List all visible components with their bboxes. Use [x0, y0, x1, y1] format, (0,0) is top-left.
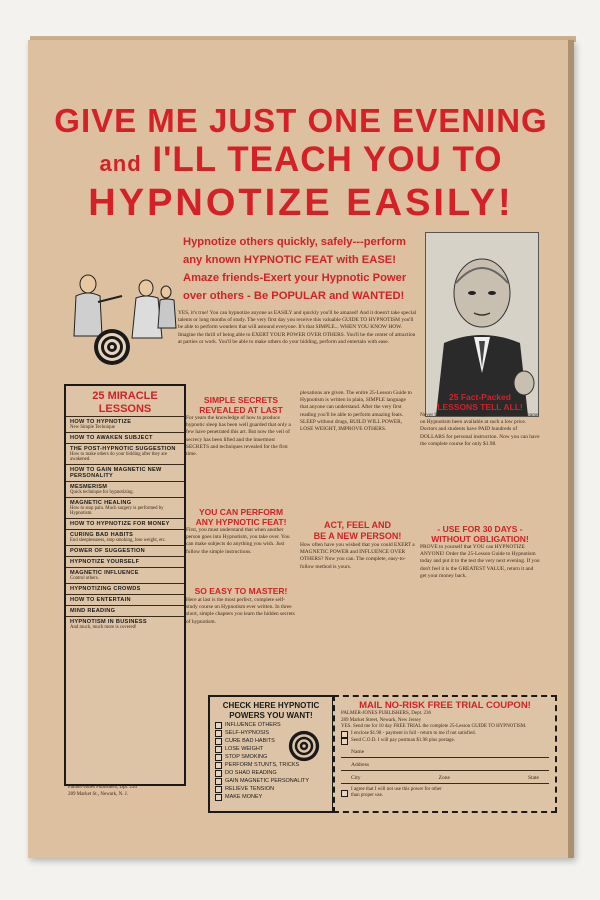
lesson-title: MAGNETIC HEALING — [70, 500, 132, 506]
checklist-label: DO SHAD READING — [225, 770, 277, 776]
coupon-zone-label: Zone — [438, 774, 450, 781]
headline-teach: I'LL TEACH YOU TO — [152, 140, 503, 179]
checklist-title — [210, 701, 332, 721]
lesson-item — [66, 529, 184, 545]
secrets-text: For years the knowledge of how to produce hypnotic sleep has been well guarded that only a few have penetrated this art. But now the veil of secrecy has been lifted and the innermost SECRETS and techniques revealed for the first time. — [186, 415, 291, 458]
master-heading: SO EASY TO MASTER! — [194, 586, 288, 596]
checklist-item[interactable] — [215, 769, 332, 777]
checklist-title-line: POWERS YOU WANT! — [229, 711, 313, 720]
headline-line-3: HYPNOTIZE EASILY! — [88, 182, 514, 224]
body-copy-text: YES, it's true! You can hypnotize anyone as EASILY and quickly you'll be amazed! And it doesn't take special talents or long months of study. The very first day you receive this valuable GUIDE TO HYPNOTISM you'll be able to perform wonders that will astound everyone. It's that SIMPLE... WHEN YOU KNOW HOW. Imagine the thrill of being able to EXERT YOUR POWER OVER OTHERS. You'll be the center of attraction at parties or work. You'll be able to make others do your bidding, perform and entertain with ease. — [178, 310, 417, 345]
lesson-item — [66, 583, 184, 594]
perform-heading — [186, 507, 296, 527]
lessons-title — [66, 390, 184, 416]
coupon-agree-line: I agree that I will not use this power for other — [351, 786, 442, 792]
lesson-item — [66, 497, 184, 518]
checklist-label: RELIEVE TENSION — [225, 786, 275, 792]
lesson-item — [66, 567, 184, 583]
magazine-spine — [568, 40, 574, 858]
lesson-item — [66, 616, 184, 632]
checklist-title-line: CHECK HERE HYPNOTIC — [222, 701, 320, 710]
checklist-label: STOP SMOKING — [225, 754, 268, 760]
coupon-city-row[interactable] — [341, 773, 549, 784]
headline-and: and — [99, 151, 142, 176]
publisher-address — [68, 784, 137, 798]
checklist-label: INFLUENCE OTHERS — [225, 722, 281, 728]
master-text: Here at last is the most perfect, complete self-study course on Hypnotism ever written. In three short, simple chapters you learn the hidden secrets of hypnotism. — [186, 597, 295, 625]
intro-block — [183, 233, 423, 305]
lesson-subtitle: Quick technique for hypnotizing. — [70, 490, 134, 495]
publisher-line: Palmer-Jones Publishers, Dpt. 236 — [68, 785, 137, 790]
intro-line: Amaze friends-Exert your Hypnotic Power — [183, 272, 407, 284]
lesson-title: HOW TO GAIN MAGNETIC NEW PERSONALITY — [70, 467, 162, 479]
lesson-subtitle: New Simple Technique — [70, 425, 115, 430]
checklist-item[interactable] — [215, 761, 332, 769]
new-person-heading — [300, 520, 415, 542]
magazine-back-cover — [28, 40, 574, 858]
coupon-option-1[interactable] — [335, 731, 555, 738]
lesson-item — [66, 545, 184, 556]
column-new-person — [300, 390, 415, 652]
coupon-agree[interactable] — [335, 787, 555, 800]
spiral-icon — [288, 730, 320, 762]
lesson-title: HOW TO HYPNOTIZE — [70, 419, 132, 425]
coupon-city-label: City — [351, 774, 361, 781]
lesson-subtitle: End sleeplessness, stop smoking, lose weight, etc. — [70, 538, 166, 543]
lesson-item — [66, 556, 184, 567]
coupon-title: MAIL NO-RISK FREE TRIAL COUPON! — [359, 700, 531, 711]
lesson-item — [66, 481, 184, 497]
thirty-days-text: PROVE to yourself that YOU can HYPNOTIZE ANYONE! Order the 25-Lesson Guide to Hypnotism today and put it to the test the very next evening. If you don't feel it is the GREATEST VALUE, return it and get your money back. — [420, 544, 540, 579]
coupon-agree-line: than proper use. — [351, 793, 384, 798]
lesson-title: HYPNOTIZE YOURSELF — [70, 559, 140, 565]
coupon-checkbox[interactable] — [341, 790, 348, 797]
lesson-subtitle: How to make others do your bidding after they are awakened. — [70, 452, 168, 462]
lesson-item — [66, 464, 184, 481]
hypnotist-portrait — [425, 232, 539, 417]
publisher-line: 289 Market St., Newark, N. J. — [68, 792, 128, 797]
intro-line: over others - Be POPULAR and WANTED! — [183, 290, 405, 302]
thirty-days-heading-line: WITHOUT OBLIGATION! — [431, 534, 529, 544]
body-copy-intro — [178, 310, 418, 346]
checklist-label: MAKE MONEY — [225, 794, 263, 800]
checklist-label: GAIN MAGNETIC PERSONALITY — [225, 778, 310, 784]
coupon-address: PALMER-JONES PUBLISHERS, Dept. 236 — [341, 711, 431, 716]
checklist-checkbox[interactable] — [215, 722, 222, 729]
lesson-item — [66, 416, 184, 432]
lessons-title-line-2: LESSONS — [98, 403, 152, 415]
column-secrets — [186, 395, 296, 643]
column-fact-packed — [420, 392, 540, 634]
checklist-label: SELF-HYPNOSIS — [225, 730, 270, 736]
lesson-item — [66, 432, 184, 443]
checklist-item[interactable] — [215, 785, 332, 793]
checklist-checkbox[interactable] — [215, 730, 222, 737]
new-person-heading-line: ACT, FEEL AND — [323, 520, 391, 530]
checklist-checkbox[interactable] — [215, 762, 222, 769]
checklist-checkbox[interactable] — [215, 770, 222, 777]
coupon-address-field[interactable]: Address — [341, 760, 549, 771]
lesson-item — [66, 594, 184, 605]
lesson-item — [66, 605, 184, 616]
lesson-title: HYPNOTISM IN BUSINESS — [70, 619, 147, 625]
lesson-item — [66, 518, 184, 529]
lesson-title: HOW TO HYPNOTIZE FOR MONEY — [70, 521, 170, 527]
coupon-option-2[interactable] — [335, 738, 555, 745]
lessons-title-line-1: 25 MIRACLE — [92, 390, 158, 402]
coupon-address: 289 Market Street, Newark, New Jersey — [341, 717, 422, 723]
lesson-title: MAGNETIC INFLUENCE — [70, 570, 139, 576]
lesson-item — [66, 443, 184, 464]
coupon-option-text: I enclose $1.98 - payment in full - return to me if not satisfied. — [351, 730, 476, 736]
fact-packed-heading-line: LESSONS TELL ALL! — [437, 402, 523, 412]
lesson-title: MIND READING — [70, 608, 116, 614]
coupon-agree-text — [351, 787, 442, 800]
lesson-title: THE POST-HYPNOTIC SUGGESTION — [70, 446, 176, 452]
headline-line-1: GIVE ME JUST ONE EVENING — [54, 102, 548, 139]
checklist-checkbox[interactable] — [215, 778, 222, 785]
checklist-checkbox[interactable] — [215, 746, 222, 753]
secrets-heading-line: SIMPLE SECRETS — [203, 395, 279, 405]
perform-heading-line: YOU CAN PERFORM — [198, 507, 284, 517]
secrets-heading — [186, 395, 296, 415]
lesson-subtitle: Control others. — [70, 576, 99, 581]
perform-text: First, you must understand that when another person goes into Hypnotism, you take over. You can make subjects do anything you wish. Just follow the simple instructions. — [186, 527, 290, 555]
checklist-label: CURE BAD HABITS — [225, 738, 275, 744]
col3-text-1: plexations are given. The entire 25-Lesson Guide to Hypnotism is written in plain, SIMPLE language that anyone can understand. After the very first reading you'll be able to perform amazing feats. SLEEP without drugs, BUILD WILL POWER, LOSE WEIGHT, IMPROVE OTHERS. — [300, 390, 412, 433]
lesson-title: HOW TO AWAKEN SUBJECT — [70, 435, 153, 441]
lesson-title: CURING BAD HABITS — [70, 532, 134, 538]
secrets-heading-line: REVEALED AT LAST — [199, 405, 283, 415]
lesson-title: MESMERISM — [70, 484, 108, 490]
coupon-option-text: Send C.O.D. I will pay postman $1.98 plus postage. — [351, 737, 456, 743]
checklist-checkbox[interactable] — [215, 738, 222, 745]
lesson-list — [66, 416, 184, 632]
lesson-title: HOW TO ENTERTAIN — [70, 597, 131, 603]
coupon-checkbox[interactable] — [341, 731, 348, 738]
checklist-checkbox[interactable] — [215, 794, 222, 801]
lesson-subtitle: How to stop pain. Much surgery is performed by Hypnotism. — [70, 506, 164, 516]
perform-heading-line: ANY HYPNOTIC FEAT! — [195, 517, 287, 527]
thirty-days-heading — [420, 524, 540, 544]
spiral-icon — [93, 328, 131, 366]
checklist-label: LOSE WEIGHT — [225, 746, 264, 752]
checklist-label: PERFORM STUNTS, TRICKS — [225, 762, 300, 768]
headline-line-2 — [28, 140, 574, 180]
fact-packed-text: Never before has such a complete and authentic course on Hypnotism been available at such a low price. Doctors and students have PAID hundreds of DOLLARS for personal instruction. Now you can have the complete course for only $1.98. — [420, 412, 540, 447]
checklist-item[interactable] — [215, 721, 332, 729]
checklist-checkbox[interactable] — [215, 754, 222, 761]
coupon-yes-line: YES. Send me for 10 day FREE TRIAL the complete 25-Lesson GUIDE TO HYPNOTISM. — [341, 724, 527, 729]
lesson-title: POWER OF SUGGESTION — [70, 548, 146, 554]
col3-text-2: How often have you wished that you could EXERT a MAGNETIC POWER and INFLUENCE OVER OTHERS? Now you can. The complete, easy-to-follow method is yours. — [300, 542, 415, 570]
checklist-item[interactable] — [215, 793, 332, 801]
intro-line: Hypnotize others quickly, safely---perform — [183, 236, 406, 248]
intro-line: any known HYPNOTIC FEAT with EASE! — [183, 254, 396, 266]
thirty-days-heading-line: - USE FOR 30 DAYS - — [437, 524, 523, 534]
fact-packed-heading-line: 25 Fact-Packed — [449, 392, 511, 402]
coupon-name-field[interactable]: Name — [341, 747, 549, 758]
coupon-state-label: State — [527, 774, 539, 781]
checklist-checkbox[interactable] — [215, 786, 222, 793]
free-trial-coupon — [333, 695, 557, 813]
miracle-lessons-box — [64, 384, 186, 786]
checklist-item[interactable] — [215, 777, 332, 785]
lesson-subtitle: And much, much more is covered! — [70, 625, 137, 630]
fact-packed-heading — [420, 392, 540, 412]
new-person-heading-line: BE A NEW PERSON! — [313, 531, 402, 541]
lesson-title: HYPNOTIZING CROWDS — [70, 586, 141, 592]
coupon-checkbox[interactable] — [341, 738, 348, 745]
